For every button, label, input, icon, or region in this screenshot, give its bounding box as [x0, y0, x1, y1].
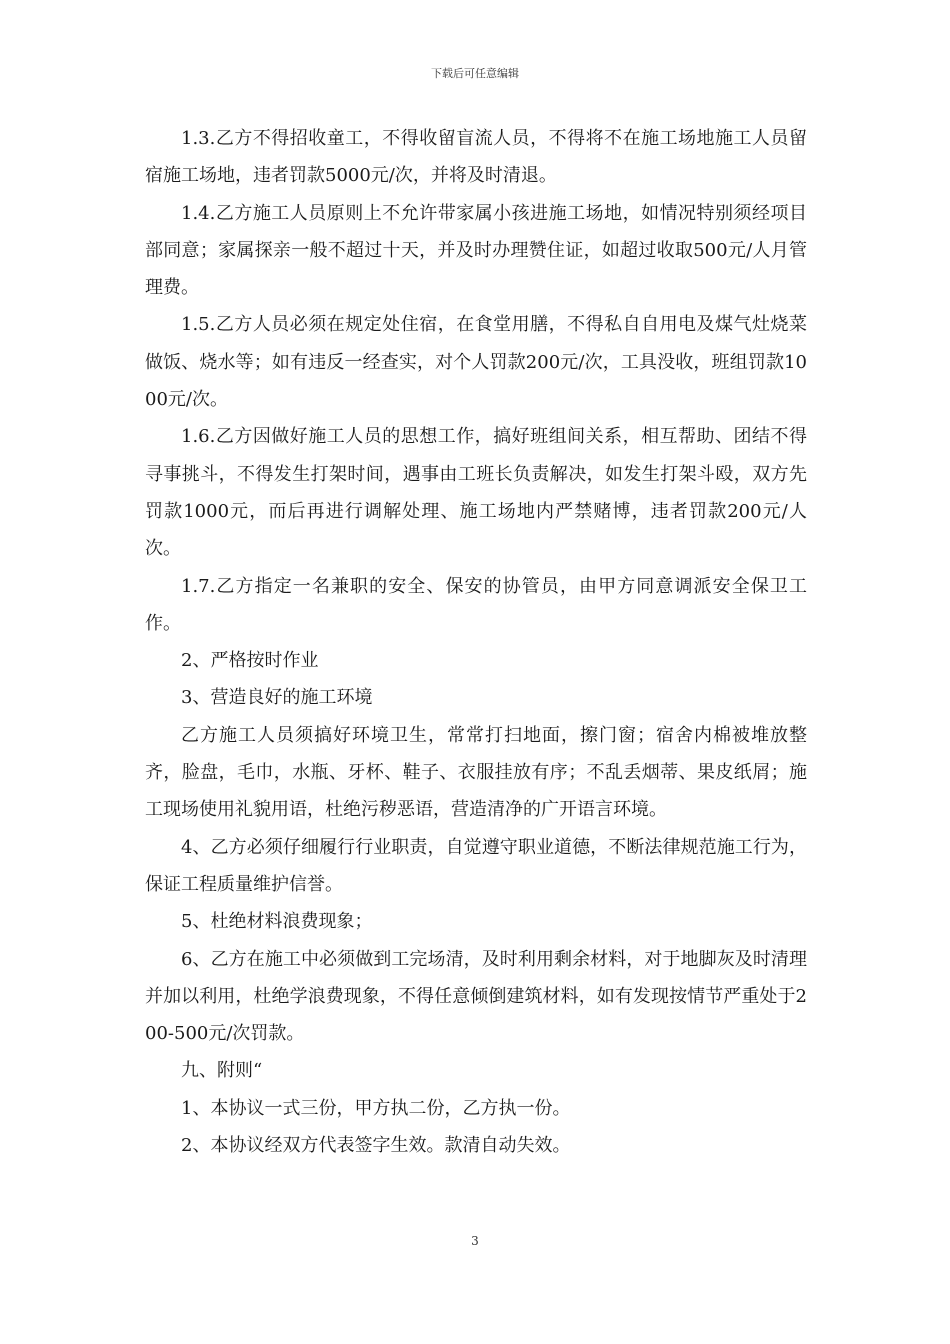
clause-4: 4、乙方必须仔细履行行业职责，自觉遵守职业道德，不断法律规范施工行为，保证工程质量维护信誉。 — [145, 836, 807, 895]
clause-1-7: 1.7.乙方指定一名兼职的安全、保安的协管员，由甲方同意调派安全保卫工作。 — [145, 575, 807, 634]
document-body — [145, 120, 807, 1164]
clause-5: 5、杜绝材料浪费现象； — [181, 911, 373, 933]
clause-1-4: 1.4.乙方施工人员原则上不允许带家属小孩进施工场地，如情况特别须经项目部同意；家属探亲一般不超过十天，并及时办理赞住证，如超过收取500元/人月管理费。 — [145, 202, 807, 299]
clause-2-heading: 2、严格按时作业 — [181, 650, 319, 672]
appendix-item-1: 1、本协议一式三份，甲方执二份，乙方执一份。 — [181, 1097, 571, 1119]
clause-1-5: 1.5.乙方人员必须在规定处住宿，在食堂用膳，不得私自自用电及煤气灶烧菜做饭、烧水等；如有违反一经查实，对个人罚款200元/次，工具没收，班组罚款1000元/次。 — [145, 314, 807, 411]
section-9-heading: 九、附则“ — [181, 1060, 263, 1082]
clause-3-body: 乙方施工人员须搞好环境卫生，常常打扫地面，擦门窗；宿舍内棉被堆放整齐，脸盘，毛巾，水瓶、牙杯、鞋子、衣服挂放有序；不乱丢烟蒂、果皮纸屑；施工现场使用礼貌用语，杜绝污秽恶语，营造清净的广开语言环境。 — [145, 724, 807, 821]
page-number: 3 — [471, 1234, 479, 1248]
page-header: 下载后可任意编辑 — [431, 67, 519, 80]
clause-1-6: 1.6.乙方因做好施工人员的思想工作，搞好班组间关系，相互帮助、团结不得寻事挑斗，不得发生打架时间，遇事由工班长负责解决，如发生打架斗殴，双方先罚款1000元，而后再进行调解处理、施工场地内严禁赌博，违者罚款200元/人次。 — [145, 426, 807, 560]
appendix-item-2: 2、本协议经双方代表签字生效。款清自动失效。 — [181, 1135, 571, 1157]
clause-6: 6、乙方在施工中必须做到工完场清，及时利用剩余材料，对于地脚灰及时清理并加以利用，杜绝学浪费现象，不得任意倾倒建筑材料，如有发现按情节严重处于200-500元/次罚款。 — [145, 948, 807, 1045]
clause-1-3: 1.3.乙方不得招收童工，不得收留盲流人员，不得将不在施工场地施工人员留宿施工场地，违者罚款5000元/次，并将及时清退。 — [145, 128, 807, 187]
clause-3-heading: 3、营造良好的施工环境 — [181, 687, 373, 709]
